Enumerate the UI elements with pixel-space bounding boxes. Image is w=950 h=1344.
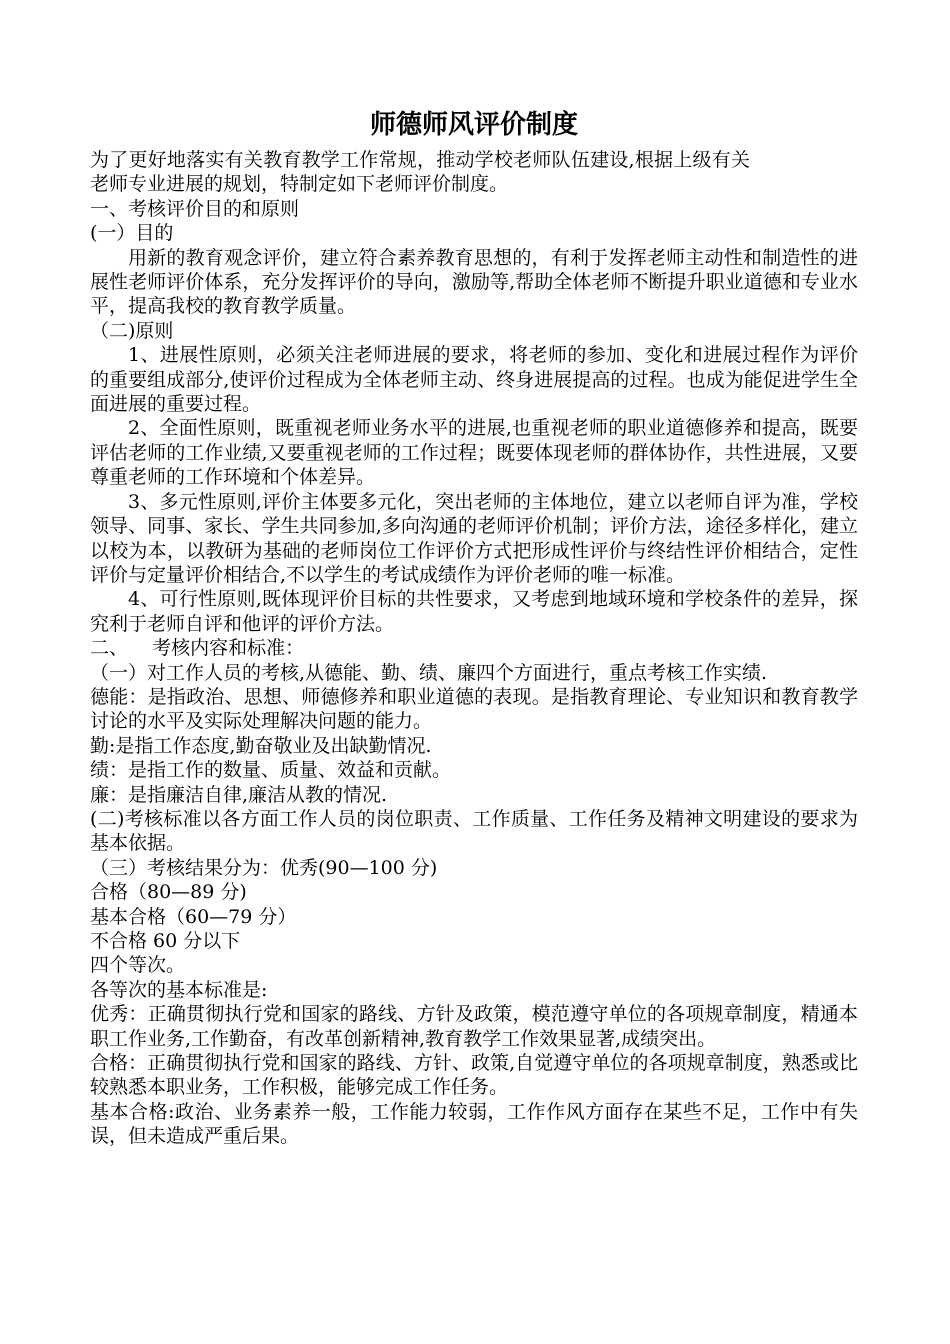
grade-standards-heading: 各等次的基本标准是: [90,978,268,1001]
definition-deneng: 德能：是指政治、思想、师德修养和职业道德的表现。是指教育理论、专业知识和教育教学讨论的水平及实际处理解决问题的能力。 [90,685,858,733]
principle-4-paragraph: 4、可行性原则,既体现评价目标的共性要求，又考虑到地域环境和学校条件的差异，探究利于老师自评和他评的评价方法。 [90,588,858,635]
section-heading-1: 一、考核评价目的和原则 [90,197,300,220]
purpose-paragraph: 用新的教育观念评价，建立符合素养教育思想的，有利于发挥老师主动性和制造性的进展性老师评价体系，充分发挥评价的导向，激励等,帮助全体老师不断提升职业道德和专业水平，提高我校的教育教学质量。 [90,246,858,318]
standard-qualified: 合格：正确贯彻执行党和国家的路线、方针、政策,自觉遵守单位的各项规章制度，熟悉或比较熟悉本职业务，工作积极，能够完成工作任务。 [90,1052,858,1099]
grade-count-text: 四个等次。 [90,954,186,977]
result-grade-basic: 基本合格（60—79 分） [90,905,297,928]
result-grade-excellent: （三）考核结果分为：优秀(90—100 分) [90,856,438,879]
subheading-principles: （二)原则 [90,319,174,342]
assessment-standard-paragraph: (二)考核标准以各方面工作人员的岗位职责、工作质量、工作任务及精神文明建设的要求为基本依据。 [90,807,858,855]
definition-qin: 勤:是指工作态度,勤奋敬业及出缺勤情况. [90,734,432,757]
document-page [90,108,858,1149]
subheading-purpose: (一）目的 [90,222,174,245]
definition-lian: 廉：是指廉洁自律,廉洁从教的情况. [90,783,388,806]
intro-paragraph: 为了更好地落实有关教育教学工作常规，推动学校老师队伍建设,根据上级有关老师专业进展的规划，特制定如下老师评价制度。 [90,149,750,196]
result-grade-unqualified: 不合格 60 分以下 [90,930,241,952]
principle-1-paragraph: 1、进展性原则，必须关注老师进展的要求，将老师的参加、变化和进展过程作为评价的重要组成部分,使评价过程成为全体老师主动、终身进展提高的过程。也成为能促进学生全面进展的重要过程。 [90,344,858,416]
assessment-scope-paragraph: （一）对工作人员的考核,从德能、勤、绩、廉四个方面进行，重点考核工作实绩. [90,661,768,684]
section-heading-2: 二、 考核内容和标准： [90,637,305,660]
standard-basic: 基本合格:政治、业务素养一般，工作能力较弱，工作作风方面存在某些不足，工作中有失误，但未造成严重后果。 [90,1100,858,1148]
result-grade-qualified: 合格（80—89 分) [90,881,247,904]
principle-3-paragraph: 3、多元性原则,评价主体要多元化，突出老师的主体地位，建立以老师自评为准，学校领导、同事、家长、学生共同参加,多向沟通的老师评价机制；评价方法，途径多样化，建立以校为本，以教研为基础的老师岗位工作评价方式把形成性评价与终结性评价相结合，定性评价与定量评价相结合,不以学生的考试成绩作为评价老师的唯一标准。 [90,490,858,586]
principle-2-paragraph: 2、全面性原则，既重视老师业务水平的进展,也重视老师的职业道德修养和提高，既要评估老师的工作业绩,又要重视老师的工作过程；既要体现老师的群体协作，共性进展，又要尊重老师的工作环境和个体差异。 [90,417,858,489]
document-title: 师德师风评价制度 [369,110,578,140]
definition-ji: 绩：是指工作的数量、质量、效益和贡献。 [90,759,452,782]
standard-excellent: 优秀：正确贯彻执行党和国家的路线、方针及政策，模范遵守单位的各项规章制度，精通本职工作业务,工作勤奋，有改革创新精神,教育教学工作效果显著,成绩突出。 [90,1003,858,1050]
